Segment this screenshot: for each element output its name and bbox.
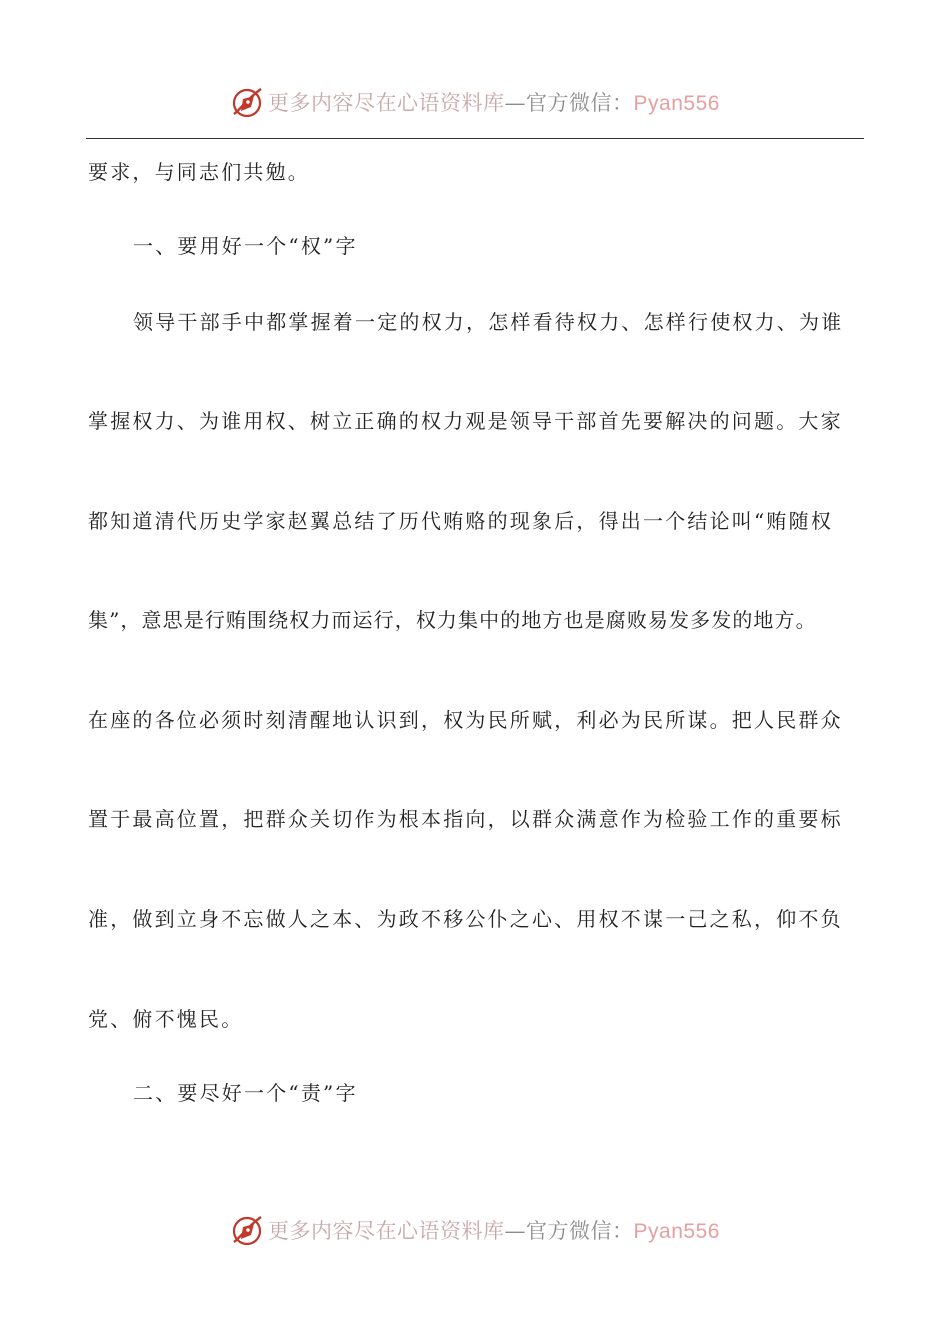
section-heading-2: 二、要尽好一个“责”字 [133,1081,358,1105]
footer-banner-text [268,1215,720,1245]
pen-nib-logo-icon [230,1212,266,1248]
footer-official-label: —官方微信： [504,1219,634,1243]
footer-library-name: 更多内容尽在心语资料库 [268,1219,505,1243]
section-heading-1: 一、要用好一个“权”字 [133,234,358,258]
text-line: 集”，意思是行贿围绕权力而运行，权力集中的地方也是腐败易发多发的地方。 [88,608,817,632]
header-divider [86,138,864,139]
header-official-label: —官方微信： [504,91,634,115]
text-line: 都知道清代历史学家赵翼总结了历代贿赂的现象后，得出一个结论叫“贿随权 [88,509,834,533]
header-library-name: 更多内容尽在心语资料库 [268,91,505,115]
header-wechat-id: Pyan556 [633,92,720,115]
footer-wechat-id: Pyan556 [633,1220,720,1243]
text-line: 准，做到立身不忘做人之本、为政不移公仆之心、用权不谋一己之私，仰不负 [88,907,843,931]
footer-banner [0,1210,950,1250]
text-line: 领导干部手中都掌握着一定的权力，怎样看待权力、怎样行使权力、为谁 [133,310,844,334]
text-line: 在座的各位必须时刻清醒地认识到，权为民所赋，利必为民所谋。把人民群众 [88,708,843,732]
header-banner-text [268,87,720,117]
pen-nib-logo-icon [230,84,266,120]
text-line: 置于最高位置，把群众关切作为根本指向，以群众满意作为检验工作的重要标 [88,807,843,831]
text-line: 掌握权力、为谁用权、树立正确的权力观是领导干部首先要解决的问题。大家 [88,409,843,433]
text-line: 党、俯不愧民。 [88,1007,244,1031]
header-banner [0,82,950,122]
text-line: 要求，与同志们共勉。 [88,160,310,184]
